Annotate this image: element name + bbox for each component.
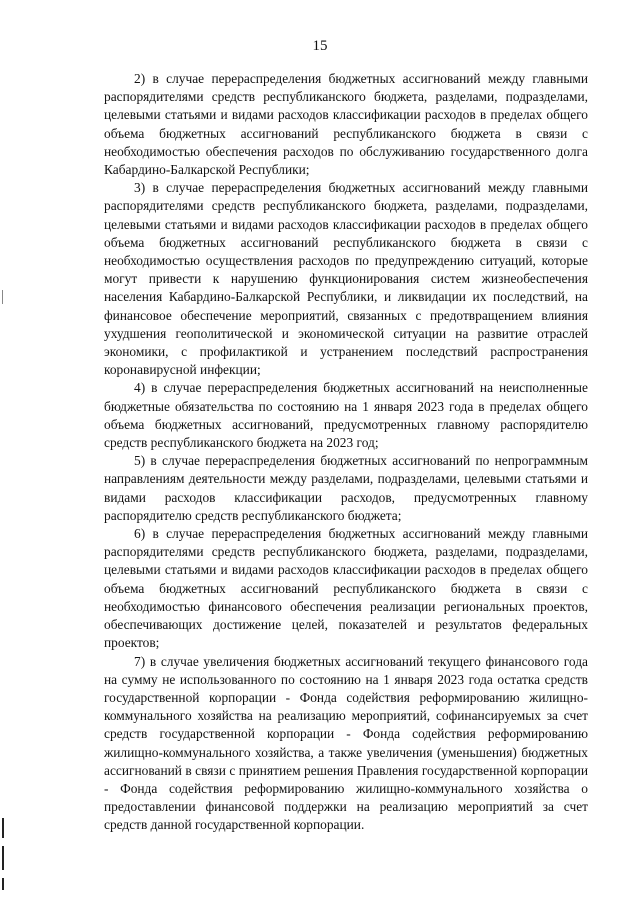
paragraph-item-3: 3) в случае перераспределения бюджетных ассигнований между главными распорядителями средств республиканского бюджета, разделами, подразделами, целевыми статьями и видами расходов классификации расходов в пределах общего объема бюджетных ассигнований республиканского бюджета в связи с необходимостью осуществления расходов по предупреждению ситуаций, которые могут привести к нарушению функционирования систем жизнеобеспечения населения Кабардино-Балкарской Республики, и ликвидации их последствий, на финансовое обеспечение мероприятий, связанных с предотвращением влияния ухудшения геополитической и экономической ситуации на развитие отраслей экономики, с профилактикой и устранением последствий распространения коронавирусной инфекции; bbox=[104, 180, 588, 378]
scan-edge-mark bbox=[2, 290, 3, 304]
paragraph-item-4: 4) в случае перераспределения бюджетных ассигнований на неисполненные бюджетные обязательства по состоянию на 1 января 2023 года в пределах общего объема бюджетных ассигнований, предусмотренных главному распорядителю средств республиканского бюджета на 2023 год; bbox=[104, 380, 588, 451]
paragraph-item-2: 2) в случае перераспределения бюджетных ассигнований между главными распорядителями средств республиканского бюджета, разделами, подразделами, целевыми статьями и видами расходов классификации расходов в пределах общего объема бюджетных ассигнований республиканского бюджета в связи с необходимостью обеспечения расходов по обслуживанию государственного долга Кабардино-Балкарской Республики; bbox=[104, 71, 588, 178]
page-number: 15 bbox=[312, 38, 328, 54]
paragraph-item-5: 5) в случае перераспределения бюджетных ассигнований по непрограммным направлениям деятельности между разделами, подразделами, целевыми статьями и видами расходов классификации расходов, предусмотренных главному распорядителю средств республиканского бюджета; bbox=[104, 453, 588, 523]
scan-edge-mark bbox=[2, 846, 4, 870]
scan-edge-mark bbox=[2, 818, 4, 838]
paragraph-item-7: 7) в случае увеличения бюджетных ассигнований текущего финансового года на сумму не использованного по состоянию на 1 января 2023 года остатка средств государственной корпорации - Фонда содействия реформированию жилищно-коммунального хозяйства на реализацию мероприятий, софинансируемых за счет средств государственной корпорации - Фонда содействия реформированию жилищно-коммунального хозяйства, а также увеличения (уменьшения) бюджетных ассигнований в связи с принятием решения Правления государственной корпорации - Фонда содействия реформированию жилищно-коммунального хозяйства о предоставлении финансовой поддержки на реализацию мероприятий за счет средств данной государственной корпорации. bbox=[104, 653, 588, 833]
document-body bbox=[104, 70, 588, 835]
scan-edge-mark bbox=[2, 878, 4, 890]
paragraph-item-6: 6) в случае перераспределения бюджетных ассигнований между главными распорядителями средств республиканского бюджета, разделами, подразделами, целевыми статьями и видами расходов классификации расходов в пределах общего объема бюджетных ассигнований республиканского бюджета в связи с необходимостью финансового обеспечения реализации региональных проектов, обеспечивающих достижение целей, показателей и результатов федеральных проектов; bbox=[104, 526, 588, 651]
